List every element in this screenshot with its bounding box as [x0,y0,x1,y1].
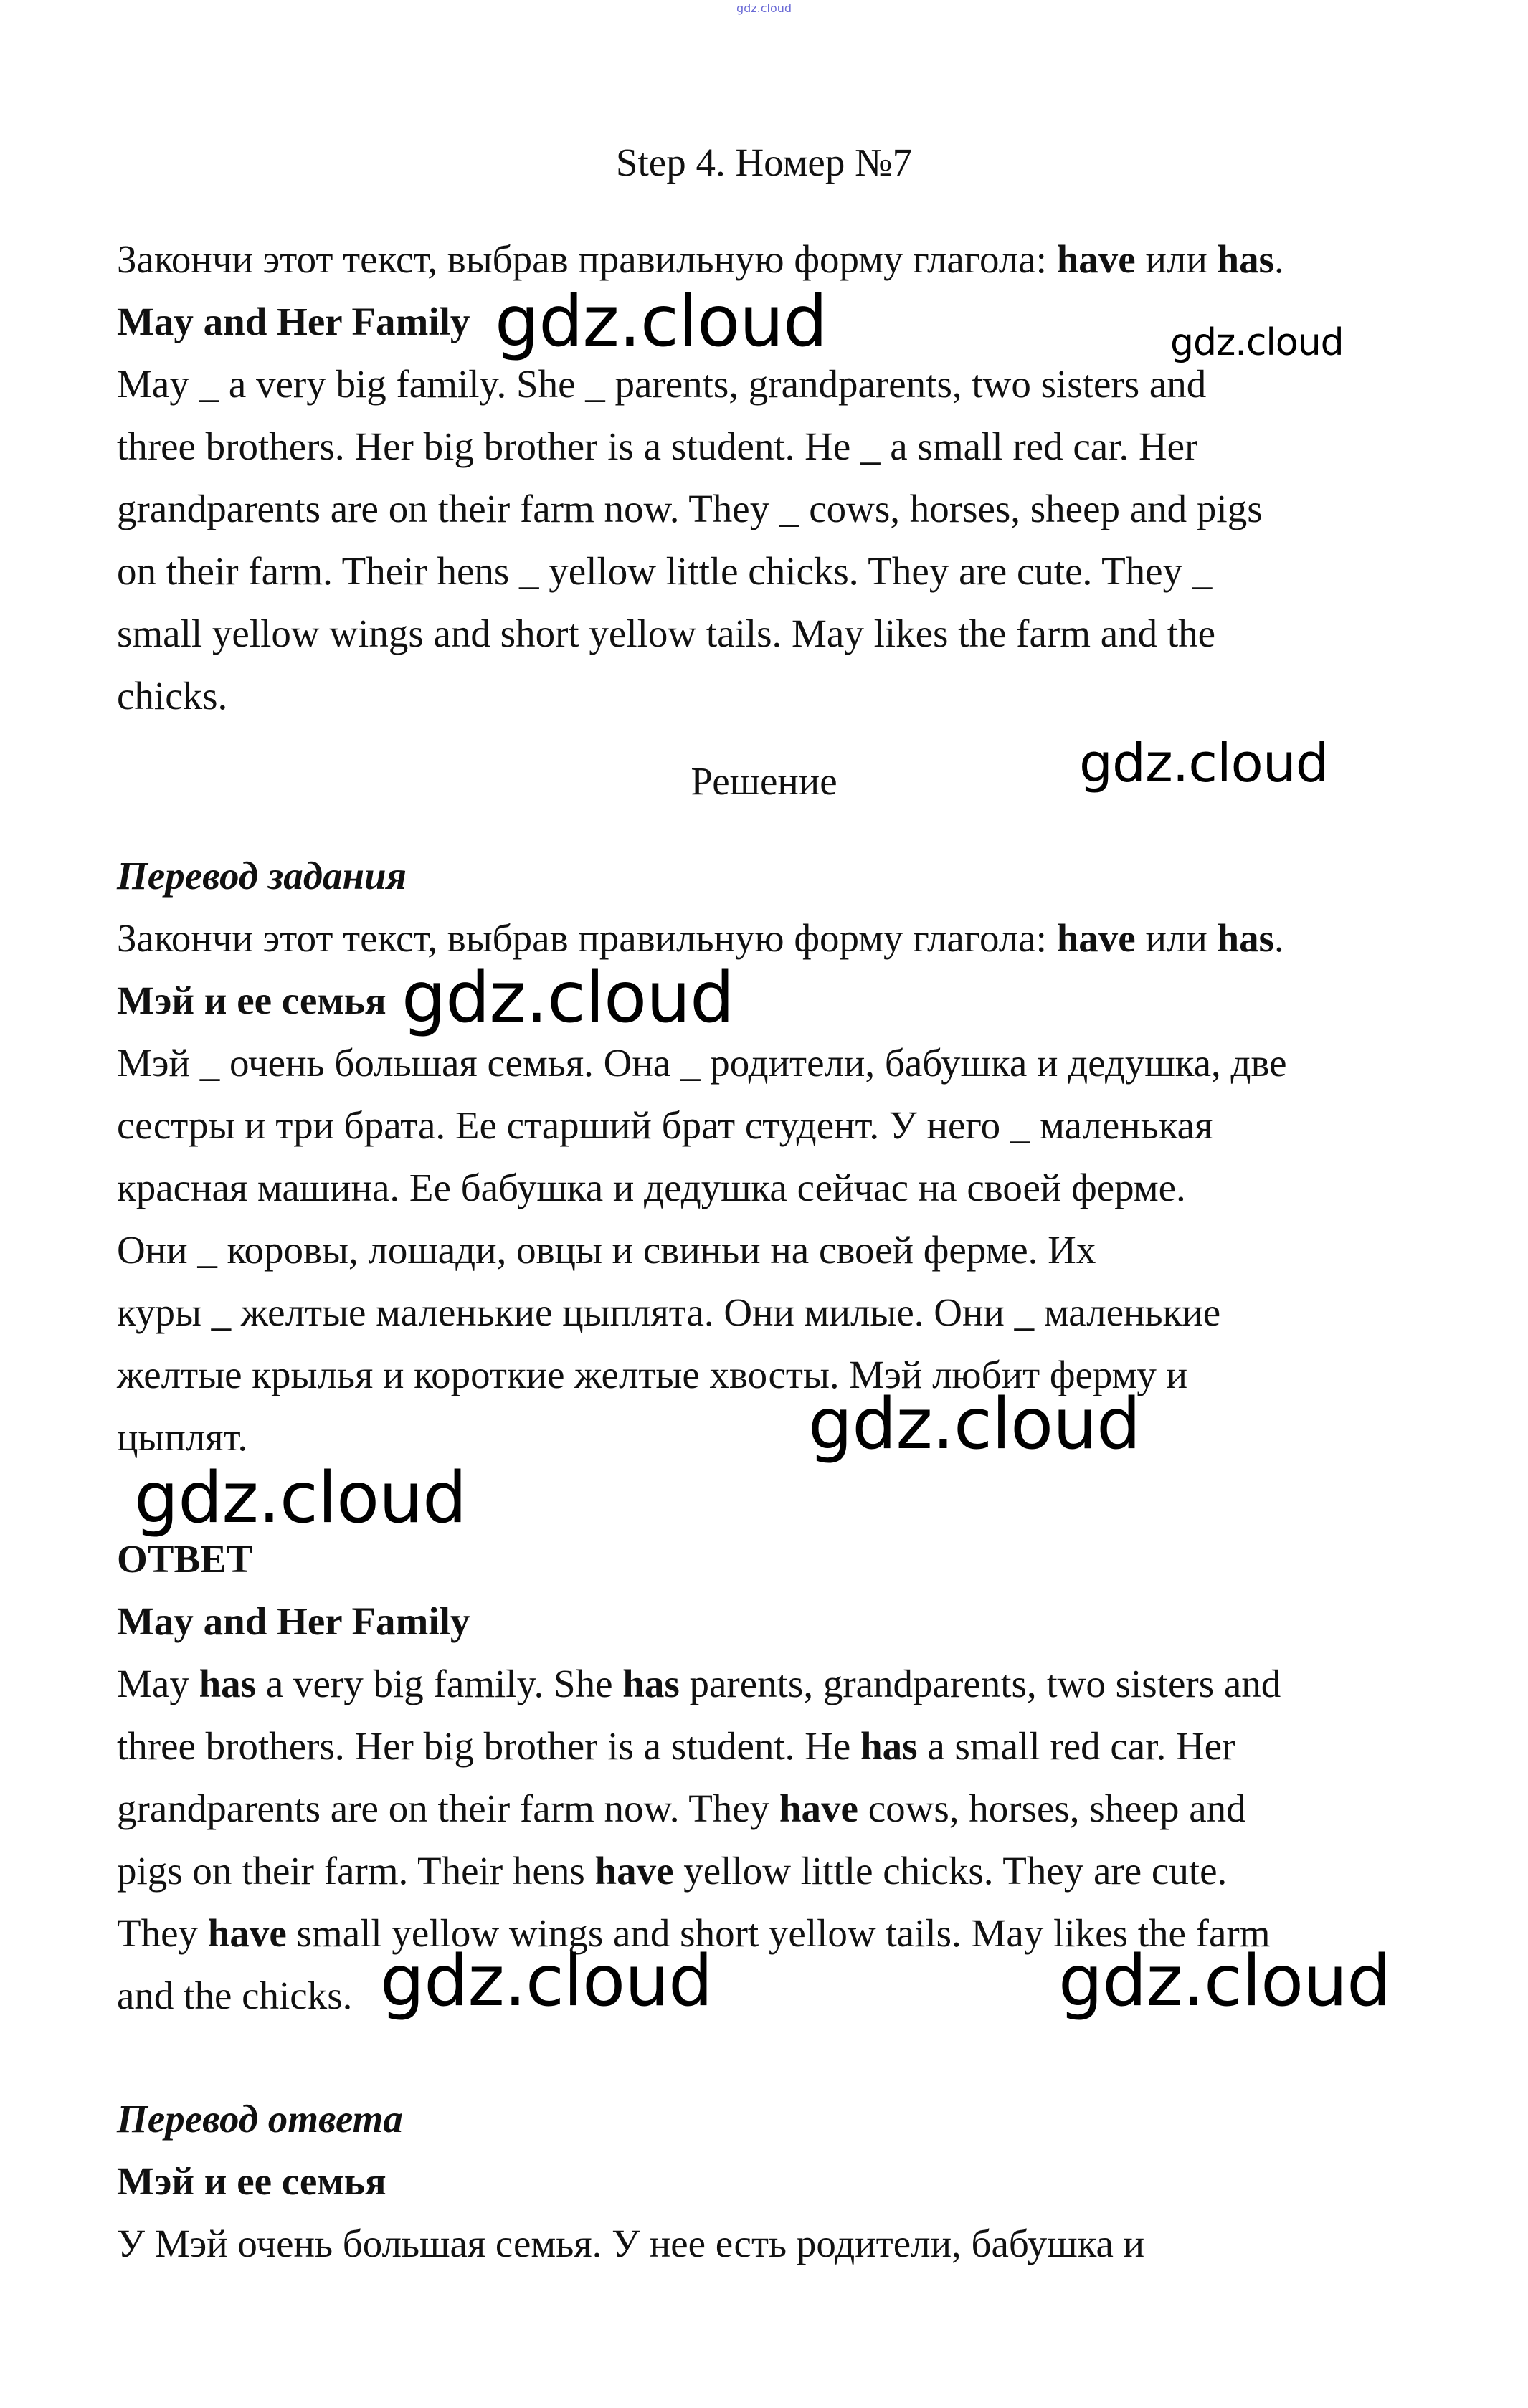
translation-subheading: Мэй и ее семья [117,979,386,1022]
answer-line: and the chicks. [117,1974,353,2017]
translation-line: сестры и три брата. Ее старший брат студент. У него _ маленькая [117,1103,1213,1147]
translation-heading: Перевод задания [117,854,407,898]
task-instruction: Закончи этот текст, выбрав правильную форму глагола: have или has. [117,237,1284,281]
watermark: gdz.cloud [1079,733,1329,794]
task-line: three brothers. Her big brother is a student. He _ a small red car. Her [117,424,1198,468]
answer-translation-section [117,2088,1408,2275]
translation-section [117,844,1408,1468]
watermark: gdz.cloud [495,281,827,363]
top-watermark: gdz.cloud [736,1,792,15]
task-line: small yellow wings and short yellow tails. May likes the farm and the [117,611,1216,655]
answer-translation-line: У Мэй очень большая семья. У нее есть родители, бабушка и [117,2222,1145,2265]
watermark: gdz.cloud [380,1941,713,2022]
translation-text [117,1032,1408,1468]
translation-line: Мэй _ очень большая семья. Она _ родители, бабушка и дедушка, две [117,1041,1287,1085]
watermark: gdz.cloud [808,1384,1141,1465]
answer-line: pigs on their farm. Their hens have yellow little chicks. They are cute. [117,1849,1228,1893]
watermark: gdz.cloud [402,957,734,1039]
translation-instruction: Закончи этот текст, выбрав правильную форму глагола: have или has. [117,916,1284,960]
watermark: gdz.cloud [1058,1941,1391,2022]
answer-translation-subheading: Мэй и ее семья [117,2159,386,2203]
translation-line: куры _ желтые маленькие цыплята. Они милые. Они _ маленькие [117,1290,1221,1334]
watermark: gdz.cloud [134,1457,467,1539]
answer-line: grandparents are on their farm now. They have cows, horses, sheep and [117,1786,1246,1830]
answer-translation-heading: Перевод ответа [117,2097,403,2141]
task-text [117,353,1408,727]
task-line: on their farm. Their hens _ yellow little chicks. They are cute. They _ [117,549,1213,593]
solution-title: Решение [691,759,837,803]
answer-heading: May and Her Family [117,1599,470,1643]
task-line: May _ a very big family. She _ parents, grandparents, two sisters and [117,362,1207,406]
answer-line: May has a very big family. She has parents, grandparents, two sisters and [117,1662,1281,1705]
task-heading: May and Her Family [117,300,470,343]
translation-line: желтые крылья и короткие желтые хвосты. Мэй любит ферму и [117,1353,1188,1396]
watermark: gdz.cloud [1170,321,1344,364]
task-line: chicks. [117,674,228,718]
task-line: grandparents are on their farm now. They _ cows, horses, sheep and pigs [117,487,1263,530]
translation-line: красная машина. Ее бабушка и дедушка сейчас на своей ферме. [117,1166,1186,1209]
answer-line: They have small yellow wings and short yellow tails. May likes the farm [117,1911,1271,1955]
answer-label: ОТВЕТ [117,1537,253,1581]
answer-line: three brothers. Her big brother is a student. He has a small red car. Her [117,1724,1235,1768]
translation-line: Они _ коровы, лошади, овцы и свиньи на своей ферме. Их [117,1228,1096,1272]
page-title: Step 4. Номер №7 [615,141,913,184]
translation-line: цыплят. [117,1415,248,1459]
